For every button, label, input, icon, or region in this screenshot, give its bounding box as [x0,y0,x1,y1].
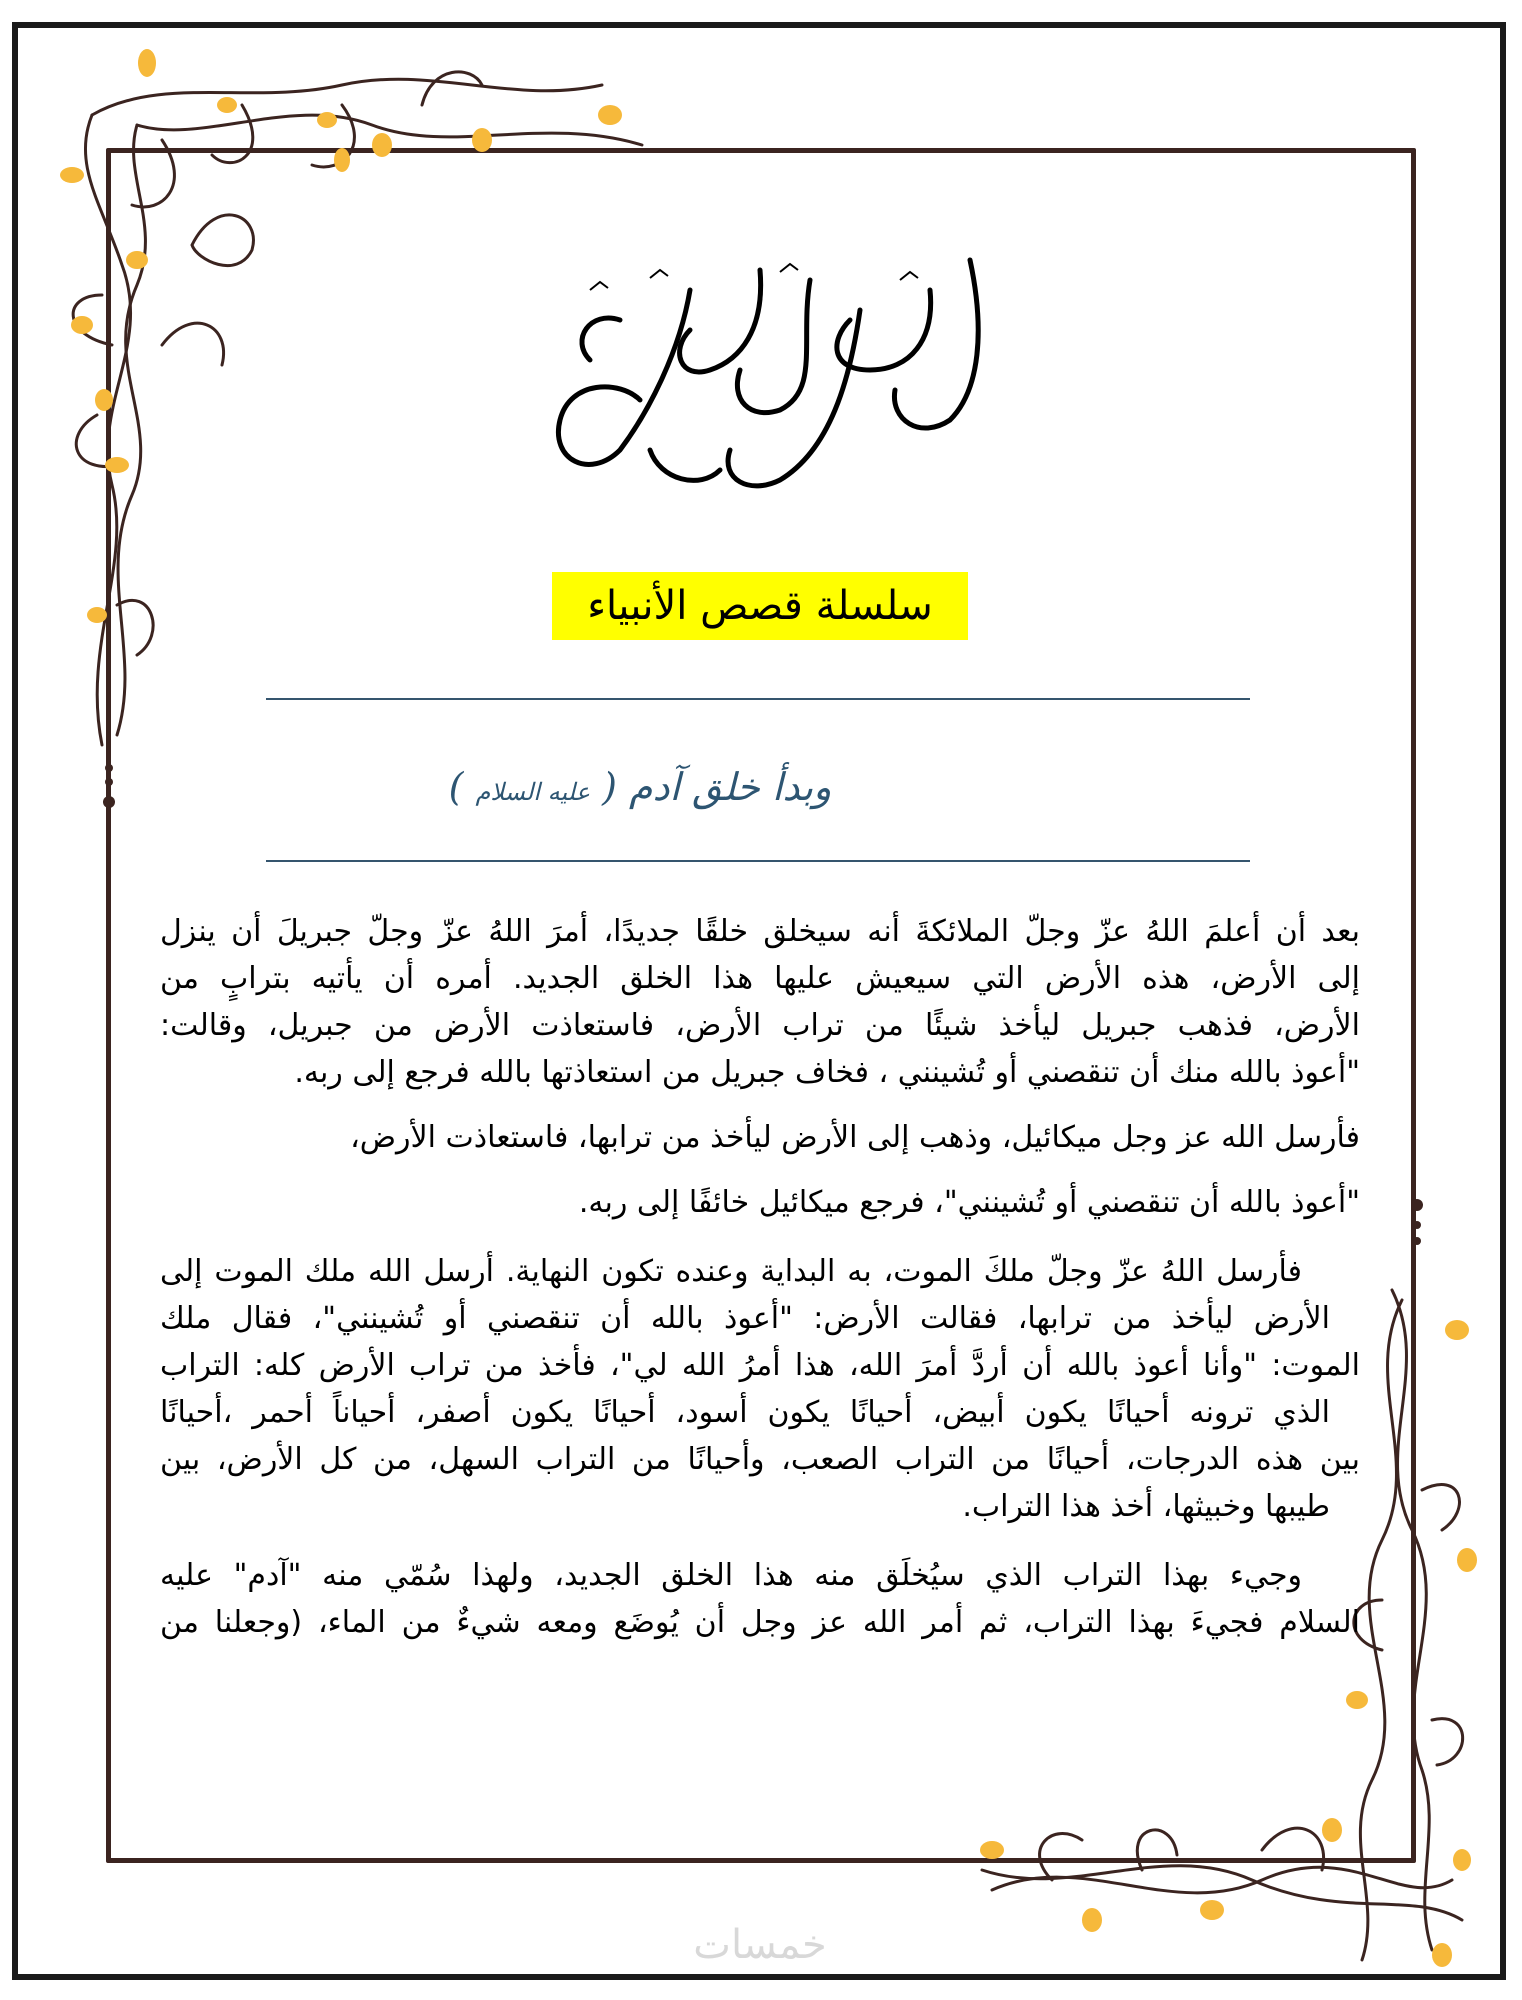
text-line: "أعوذ بالله أن تنقصني أو تُشينني"، فرجع ميكائيل خائفًا إلى ربه. [578,1185,1360,1220]
text-line: الذي ترونه أحيانًا يكون أبيض، أحيانًا يكون أسود، أحيانًا يكون أصفر، أحياناً أحمر ،أحيانًا [160,1395,1330,1430]
text-line: فأرسل الله عز وجل ميكائيل، وذهب إلى الأرض ليأخذ من ترابها، فاستعاذت الأرض، [350,1120,1360,1155]
text-line: فأرسل اللهُ عزّ وجلّ ملكَ الموت، به البداية وعنده تكون النهاية. أرسل الله ملك الموت إلى [160,1254,1302,1289]
text-line: الأرض ليأخذ من ترابها، فقالت الأرض: "أعوذ بالله أن تنقصني أو تُشينني"، فقال ملك [160,1301,1330,1336]
story-body [160,908,1360,1646]
subtitle-honorific: عليه السلام [475,778,591,806]
frame-dots-left [103,760,115,820]
text-line: السلام فجيءَ بهذا التراب، ثم أمر الله عز وجل أن يُوضَع ومعه شيءٌ من الماء، (وجعلنا من [160,1605,1360,1640]
watermark: خمسات [693,1922,827,1968]
basmala-calligraphy [530,250,1000,500]
text-line: إلى الأرض، هذه الأرض التي سيعيش عليها هذا الخلق الجديد. أمره أن يأتيه بترابٍ من [160,961,1360,996]
page-title: سلسلة قصص الأنبياء [552,572,968,640]
divider-top [266,698,1250,700]
text-line: بعد أن أعلمَ اللهُ عزّ وجلّ الملائكةَ أنه سيخلق خلقًا جديدًا، أمرَ اللهُ عزّ وجلّ جبريلَ أن ينزل [160,914,1360,949]
paragraph-3 [160,1248,1360,1530]
paragraph-4 [160,1552,1360,1646]
text-line: وجيء بهذا التراب الذي سيُخلَق منه هذا الخلق الجديد، ولهذا سُمّي منه "آدم" عليه [160,1558,1302,1593]
section-subtitle [300,752,980,822]
text-line: الأرض، فذهب جبريل ليأخذ شيئًا من تراب الأرض، فاستعاذت الأرض من جبريل، وقالت: [160,1008,1360,1043]
frame-dots-right [1410,1195,1424,1255]
subtitle-close: ) [448,765,464,809]
paragraph-2 [160,1114,1360,1226]
text-line: "أعوذ بالله منك أن تنقصني أو تُشينني ، فخاف جبريل من استعاذتها بالله فرجع إلى ربه. [294,1055,1360,1090]
divider-bottom [266,860,1250,862]
text-line: الموت: "وأنا أعوذ بالله أن أردَّ أمرَ الله، هذا أمرُ الله لي"، فأخذ من تراب الأرض كله: التراب [160,1348,1360,1383]
subtitle-main: وبدأ خلق آدم ( [602,765,832,809]
paragraph-1 [160,908,1360,1096]
text-line: طيبها وخبيثها، أخذ هذا التراب. [962,1489,1330,1524]
text-line: بين هذه الدرجات، أحيانًا من التراب الصعب، وأحيانًا من التراب السهل، من كل الأرض، بين [160,1442,1360,1477]
